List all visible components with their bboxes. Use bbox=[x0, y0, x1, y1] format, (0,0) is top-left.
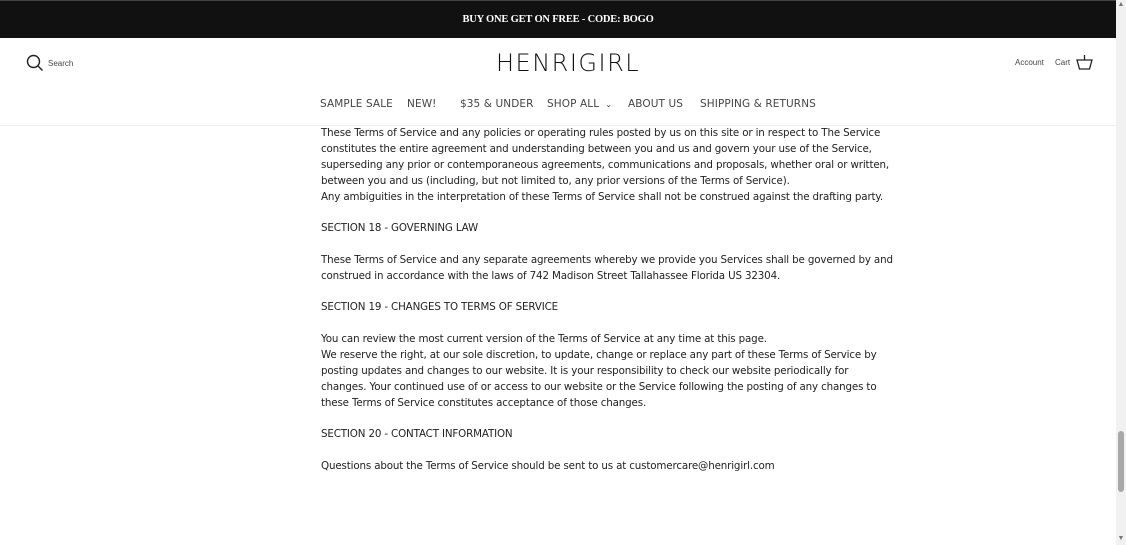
vertical-scrollbar[interactable] bbox=[1116, 0, 1126, 545]
entire-agreement-paragraph bbox=[321, 126, 889, 206]
nav-shop-all-label: SHOP ALL bbox=[547, 98, 600, 110]
text-line: These Terms of Service and any separate agreements whereby we provide you Services shall be governed by and bbox=[321, 254, 893, 266]
text-line: You can review the most current version of the Terms of Service at any time at this page. bbox=[321, 333, 767, 345]
scroll-up-arrow-icon[interactable]: ▲ bbox=[1117, 1, 1125, 8]
announcement-text: BUY ONE GET ON FREE - CODE: BOGO bbox=[462, 14, 654, 25]
text-line: between you and us (including, but not limited to, any prior versions of the Terms of Service). bbox=[321, 174, 790, 187]
section-18-heading bbox=[321, 221, 478, 237]
nav-shipping-returns[interactable]: SHIPPING & RETURNS bbox=[700, 98, 816, 110]
section-19-heading bbox=[321, 300, 558, 316]
nav-new[interactable]: NEW! bbox=[407, 98, 437, 110]
section-19-paragraph bbox=[321, 332, 877, 412]
text-line: posting updates and changes to our website. It is your responsibility to check our website periodically for bbox=[321, 364, 849, 377]
text-line: these Terms of Service constitutes acceptance of those changes. bbox=[321, 396, 647, 409]
search-icon bbox=[26, 54, 44, 72]
nav-sample-sale[interactable]: SAMPLE SALE bbox=[320, 98, 393, 110]
cart-label: Cart bbox=[1055, 57, 1071, 67]
nav-shop-all[interactable] bbox=[547, 98, 612, 110]
text-line: constitutes the entire agreement and understanding between you and us and govern your use of the Service, bbox=[321, 142, 872, 155]
text-line: These Terms of Service and any policies or operating rules posted by us on this site or in respect to The Service bbox=[321, 127, 881, 139]
basket-icon bbox=[1076, 54, 1093, 70]
search-label: Search bbox=[48, 58, 74, 68]
text-line: superseding any prior or contemporaneous agreements, communications and proposals, whether oral or written, bbox=[321, 158, 890, 171]
section-18-paragraph bbox=[321, 253, 893, 285]
heading-text: SECTION 19 - CHANGES TO TERMS OF SERVICE bbox=[321, 301, 558, 313]
announcement-bar bbox=[0, 0, 1116, 38]
search-button[interactable] bbox=[26, 54, 73, 72]
contact-text: Questions about the Terms of Service should be sent to us at customercare@henrigirl.com bbox=[321, 460, 775, 472]
text-line: We reserve the right, at our sole discretion, to update, change or replace any part of these Terms of Service by bbox=[321, 348, 877, 361]
chevron-down-icon: ⌄ bbox=[605, 100, 612, 109]
site-header bbox=[0, 38, 1116, 87]
main-nav bbox=[0, 86, 1116, 126]
text-line: changes. Your continued use of or access to our website or the Service following the posting of any changes to bbox=[321, 380, 877, 393]
section-20-heading bbox=[321, 427, 513, 443]
heading-text: SECTION 20 - CONTACT INFORMATION bbox=[321, 428, 513, 440]
nav-about-us[interactable]: ABOUT US bbox=[628, 98, 684, 110]
heading-text: SECTION 18 - GOVERNING LAW bbox=[321, 222, 479, 234]
section-20-paragraph bbox=[321, 459, 775, 475]
account-link[interactable]: Account bbox=[1015, 58, 1044, 67]
cart-button[interactable] bbox=[1055, 54, 1093, 70]
nav-35-under[interactable]: $35 & UNDER bbox=[460, 98, 534, 110]
scrollbar-thumb[interactable] bbox=[1118, 431, 1124, 492]
site-logo[interactable]: HENRIGIRL bbox=[496, 49, 641, 77]
text-line: construed in accordance with the laws of 742 Madison Street Tallahassee Florida US 32304. bbox=[321, 269, 781, 282]
text-line: Any ambiguities in the interpretation of these Terms of Service shall not be construed against the drafting party. bbox=[321, 190, 884, 203]
scroll-down-arrow-icon[interactable]: ▼ bbox=[1117, 535, 1125, 542]
